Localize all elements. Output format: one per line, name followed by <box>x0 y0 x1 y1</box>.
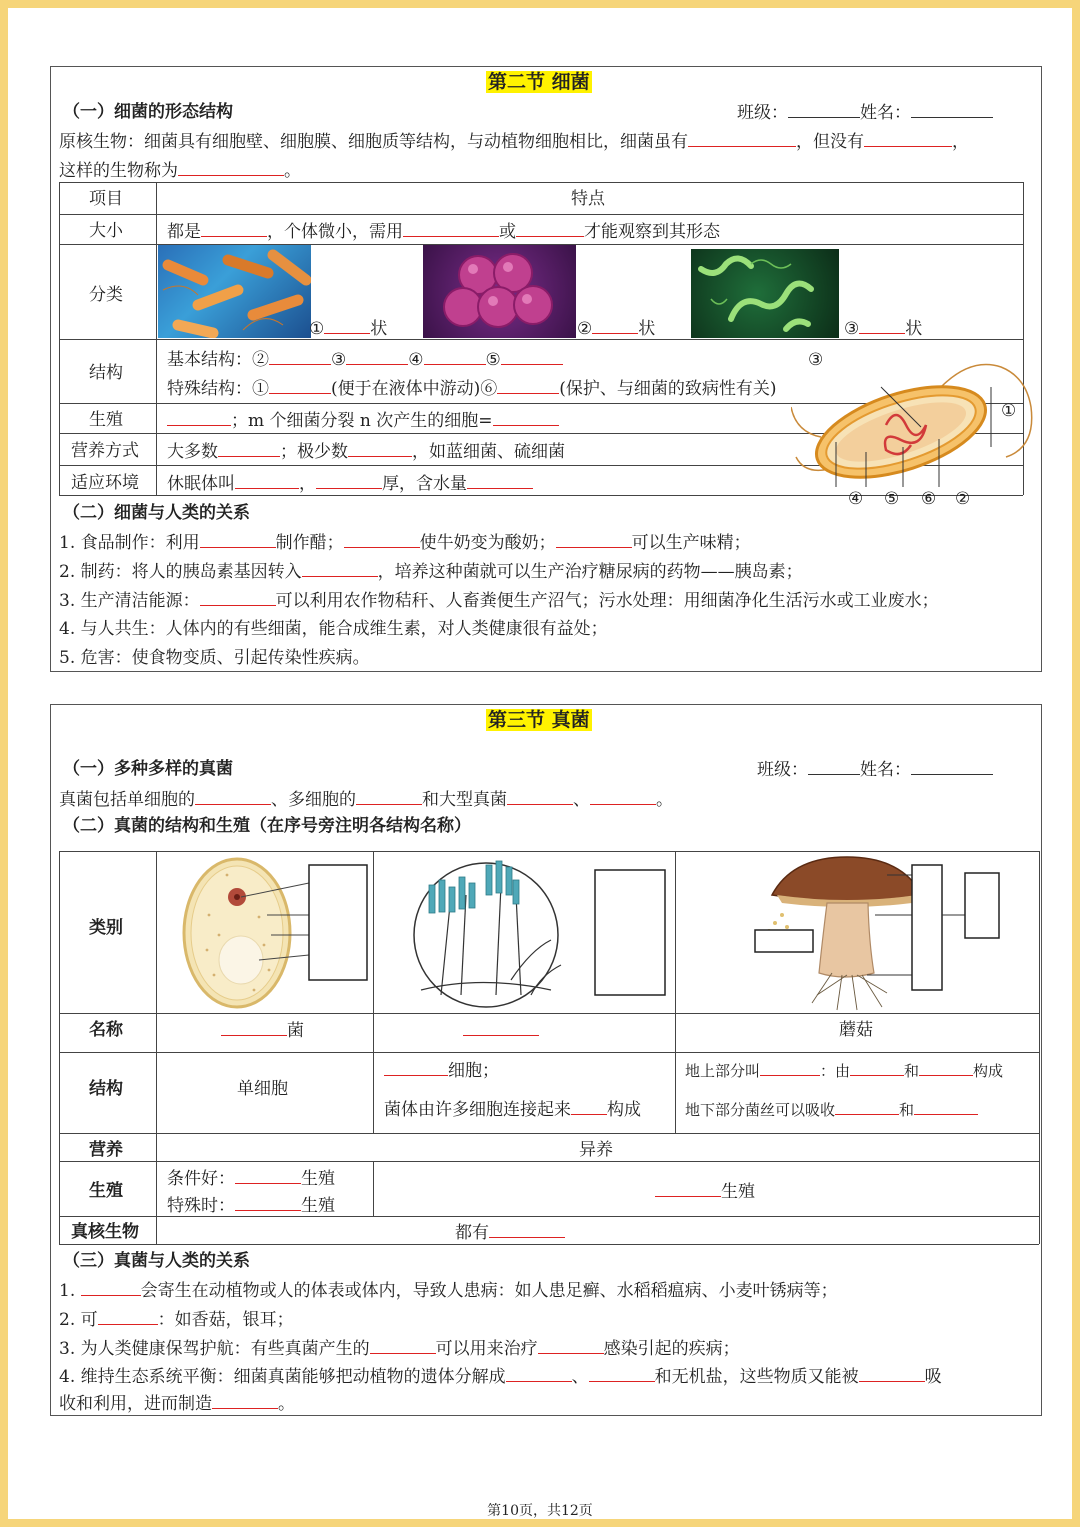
blank[interactable] <box>200 589 276 606</box>
fungi-relation-1: 1. 会寄生在动植物或人的体表或体内，导致人患病：如人患足癣、水稻稻瘟病、小麦叶锈病等； <box>59 1281 838 1301</box>
blank[interactable] <box>269 377 331 394</box>
class-blank[interactable] <box>788 101 860 118</box>
mushroom-diagram <box>747 855 1007 1013</box>
heading-morphology: （一）细菌的形态结构 <box>63 102 233 122</box>
blank[interactable] <box>167 409 231 426</box>
blank[interactable] <box>212 1392 278 1409</box>
blank[interactable] <box>507 788 573 805</box>
heading-bacteria-humans: （二）细菌与人类的关系 <box>63 503 250 523</box>
blank[interactable] <box>235 472 299 489</box>
prokaryote-line: 原核生物：细菌具有细胞壁、细胞膜、细胞质等结构，与动植物细胞相比，细菌虽有 ，但没有 ， <box>59 132 969 152</box>
blank[interactable] <box>589 1365 655 1382</box>
diagram-label-3: ③ <box>808 350 824 370</box>
row-structure: 结构 <box>89 363 123 383</box>
col-item: 项目 <box>89 189 123 209</box>
blank[interactable] <box>493 409 559 426</box>
mold-structure-line1: 细胞； <box>384 1059 499 1082</box>
blank[interactable] <box>859 317 905 334</box>
reproduction-text: ；m 个细菌分裂 n 次产生的细胞= <box>167 409 559 432</box>
blank[interactable] <box>200 531 276 548</box>
mushroom-structure-line2: 地下部分菌丝可以吸收 和 <box>685 1098 978 1121</box>
blank[interactable] <box>556 531 632 548</box>
shape-1-blank: ① 状 <box>309 319 388 339</box>
penicillium-diagram <box>401 855 671 1010</box>
blank[interactable] <box>178 159 284 176</box>
blank[interactable] <box>195 788 271 805</box>
blank[interactable] <box>688 130 796 147</box>
environment-text: 休眠体叫 ， 厚，含水量 <box>167 472 533 495</box>
diagram-label-6: ⑥ <box>921 489 937 509</box>
relation-item-2: 2. 制药：将人的胰岛素基因转入 ，培养这种菌就可以生产治疗糖尿病的药物——胰岛素； <box>59 562 803 582</box>
fungi-relation-4-cont: 收和利用，进而制造 。 <box>59 1394 295 1414</box>
blank[interactable] <box>467 472 533 489</box>
blank[interactable] <box>497 377 559 394</box>
special-structure: 特殊结构：① (便于在液体中游动)⑥ (保护、与细菌的致病性有关) <box>167 379 777 399</box>
blank[interactable] <box>346 348 408 365</box>
blank[interactable] <box>269 348 331 365</box>
relation-item-1: 1. 食品制作：利用 制作醋； 使牛奶变为酸奶； 可以生产味精； <box>59 533 751 553</box>
blank[interactable] <box>571 1098 607 1115</box>
blank[interactable] <box>424 348 486 365</box>
blank[interactable] <box>914 1098 978 1115</box>
blank[interactable] <box>403 220 499 237</box>
blank[interactable] <box>516 220 584 237</box>
repro-special: 特殊时： 生殖 <box>167 1196 335 1216</box>
name-blank[interactable] <box>911 101 993 118</box>
fungi-types-line: 真菌包括单细胞的 、多细胞的 和大型真菌 、 。 <box>59 790 673 810</box>
blank[interactable] <box>864 130 952 147</box>
blank[interactable] <box>356 788 422 805</box>
blank[interactable] <box>590 788 656 805</box>
blank[interactable] <box>324 317 370 334</box>
size-text: 都是 ，个体微小，需用 或 才能观察到其形态 <box>167 222 720 242</box>
blank[interactable] <box>221 1019 287 1036</box>
yeast-structure: 单细胞 <box>237 1079 288 1099</box>
blank[interactable] <box>489 1221 565 1238</box>
blank[interactable] <box>835 1098 899 1115</box>
blank[interactable] <box>463 1019 539 1036</box>
blank[interactable] <box>344 531 420 548</box>
cocci-bacteria-image <box>423 245 576 338</box>
class-label: 班级： 姓名： <box>737 101 993 124</box>
blank[interactable] <box>235 1167 301 1184</box>
blank[interactable] <box>850 1059 904 1076</box>
col-feature: 特点 <box>571 189 605 209</box>
name-blank[interactable] <box>911 758 993 775</box>
row-reproduction: 生殖 <box>89 410 123 430</box>
diagram-label-2: ② <box>955 489 971 509</box>
blank[interactable] <box>501 348 563 365</box>
blank[interactable] <box>506 1365 572 1382</box>
blank[interactable] <box>919 1059 973 1076</box>
blank[interactable] <box>98 1308 158 1325</box>
rod-bacteria-image <box>158 245 311 338</box>
blank[interactable] <box>302 560 378 577</box>
row-structure: 结构 <box>89 1079 123 1099</box>
shape-2-blank: ② 状 <box>577 319 656 339</box>
spiral-bacteria-image <box>691 249 839 338</box>
blank[interactable] <box>592 317 638 334</box>
class-label: 班级： 姓名： <box>757 758 993 781</box>
bacteria-section <box>50 66 1042 672</box>
row-size: 大小 <box>89 221 123 241</box>
row-reproduction: 生殖 <box>89 1181 123 1201</box>
relation-item-4: 4. 与人共生：人体内的有些细菌，能合成维生素，对人类健康很有益处； <box>59 619 608 639</box>
fungi-relation-3: 3. 为人类健康保驾护航：有些真菌产生的 可以用来治疗 感染引起的疾病； <box>59 1339 740 1359</box>
blank[interactable] <box>370 1337 436 1354</box>
mold-structure-line2: 菌体由许多细胞连接起来 构成 <box>384 1100 641 1120</box>
heading-diverse-fungi: （一）多种多样的真菌 <box>63 759 233 779</box>
blank[interactable] <box>81 1279 141 1296</box>
blank[interactable] <box>316 472 382 489</box>
row-nutrition: 营养 <box>89 1140 123 1160</box>
repro-good: 条件好： 生殖 <box>167 1169 335 1189</box>
heading-fungi-humans: （三）真菌与人类的关系 <box>63 1251 250 1271</box>
fungi-relation-2: 2. 可 ：如香菇，银耳； <box>59 1310 294 1330</box>
blank[interactable] <box>538 1337 604 1354</box>
fungi-relation-4: 4. 维持生态系统平衡：细菌真菌能够把动植物的遗体分解成 、 和无机盐，这些物质又能被 吸 <box>59 1367 942 1387</box>
eukaryote-value: 都有 <box>455 1221 565 1244</box>
blank[interactable] <box>218 440 280 457</box>
row-nutrition: 营养方式 <box>71 441 139 461</box>
shape-3-blank: ③ 状 <box>844 319 923 339</box>
class-blank[interactable] <box>808 758 860 775</box>
blank[interactable] <box>859 1365 925 1382</box>
repro-other: 生殖 <box>655 1180 755 1203</box>
blank[interactable] <box>235 1194 301 1211</box>
diagram-label-5: ⑤ <box>884 489 900 509</box>
yeast-name: 菌 <box>221 1019 304 1042</box>
row-environment: 适应环境 <box>71 473 139 493</box>
row-eukaryote: 真核生物 <box>71 1222 139 1242</box>
nutrition-text: 大多数 ；极少数 ，如蓝细菌、硫细菌 <box>167 442 565 462</box>
row-name: 名称 <box>89 1020 123 1040</box>
diagram-label-1: ① <box>1001 401 1017 421</box>
blank[interactable] <box>201 220 267 237</box>
mold-name <box>463 1019 539 1042</box>
mushroom-name: 蘑菇 <box>839 1020 873 1040</box>
heading-structure-reproduction: （二）真菌的结构和生殖（在序号旁注明各结构名称） <box>63 816 471 836</box>
diagram-label-4: ④ <box>848 489 864 509</box>
bacterium-structure-diagram <box>791 347 1041 512</box>
blank[interactable] <box>348 440 412 457</box>
section-title: 第二节 细菌 <box>488 71 590 93</box>
blank[interactable] <box>760 1059 820 1076</box>
fungi-section <box>50 704 1042 1416</box>
section-title: 第三节 真菌 <box>488 709 590 731</box>
prokaryote-line-2: 这样的生物称为 。 <box>59 161 301 181</box>
row-classification: 分类 <box>89 285 123 305</box>
basic-structure: 基本结构：② ③ ④ ⑤ <box>167 348 563 371</box>
blank[interactable] <box>384 1059 448 1076</box>
yeast-cell-diagram <box>179 855 371 1010</box>
page-footer: 第10页，共12页 <box>487 1503 593 1519</box>
row-category: 类别 <box>89 918 123 938</box>
nutrition-value: 异养 <box>579 1140 613 1160</box>
mushroom-structure-line1: 地上部分叫 ：由 和 构成 <box>685 1059 1003 1082</box>
relation-item-5: 5. 危害：使食物变质、引起传染性疾病。 <box>59 648 370 668</box>
relation-item-3: 3. 生产清洁能源： 可以利用农作物秸秆、人畜粪便生产沼气；污水处理：用细菌净化生活污水或工业废水； <box>59 591 939 611</box>
blank[interactable] <box>655 1180 721 1197</box>
